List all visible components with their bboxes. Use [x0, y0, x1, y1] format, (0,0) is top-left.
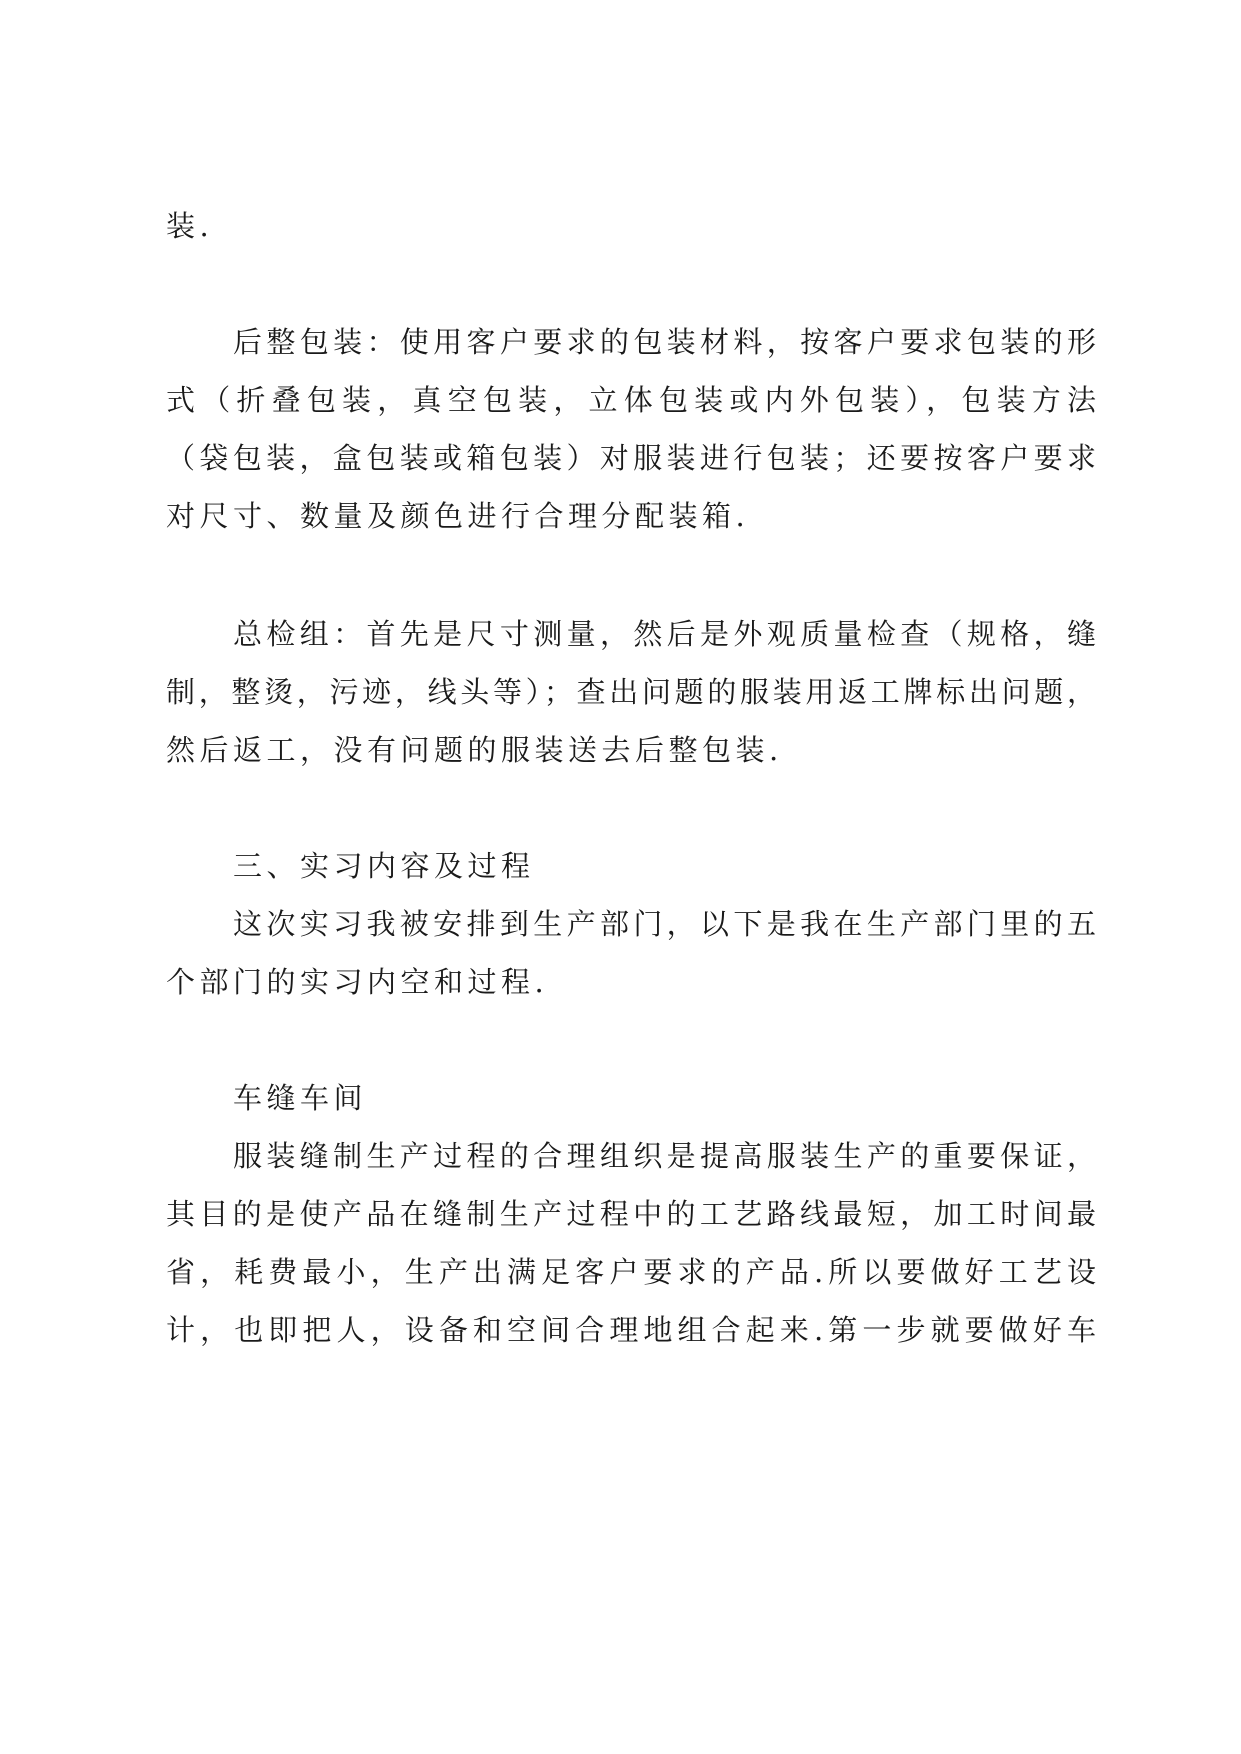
- section-heading: 三、实习内容及过程: [233, 849, 535, 883]
- paragraph-inspection-line-2: 制，整烫，污迹，线头等）；查出问题的服装用返工牌标出问题，: [166, 675, 1096, 709]
- paragraph-intro-line-2: 个部门的实习内空和过程.: [166, 965, 549, 999]
- paragraph-sewing-line-1: 服装缝制生产过程的合理组织是提高服装生产的重要保证，: [233, 1139, 1096, 1173]
- paragraph-sewing-line-4: 计，也即把人，设备和空间合理地组合起来.第一步就要做好车: [166, 1313, 1096, 1347]
- paragraph-packaging-line-4: 对尺寸、数量及颜色进行合理分配装箱.: [166, 499, 750, 533]
- paragraph-inspection-line-1: 总检组：首先是尺寸测量，然后是外观质量检查（规格，缝: [233, 617, 1096, 651]
- paragraph-sewing-line-2: 其目的是使产品在缝制生产过程中的工艺路线最短，加工时间最: [166, 1197, 1096, 1231]
- paragraph-inspection-line-3: 然后返工，没有问题的服装送去后整包装.: [166, 733, 783, 767]
- subsection-heading: 车缝车间: [233, 1081, 368, 1115]
- paragraph-packaging-line-1: 后整包装：使用客户要求的包装材料，按客户要求包装的形: [233, 325, 1096, 359]
- paragraph-sewing-line-3: 省，耗费最小，生产出满足客户要求的产品.所以要做好工艺设: [166, 1255, 1096, 1289]
- paragraph-packaging-line-3: （袋包装，盒包装或箱包装）对服装进行包装；还要按客户要求: [166, 441, 1096, 475]
- text-line: 装.: [166, 209, 214, 243]
- paragraph-packaging-line-2: 式（折叠包装，真空包装，立体包装或内外包装），包装方法: [166, 383, 1096, 417]
- paragraph-intro-line-1: 这次实习我被安排到生产部门，以下是我在生产部门里的五: [233, 907, 1096, 941]
